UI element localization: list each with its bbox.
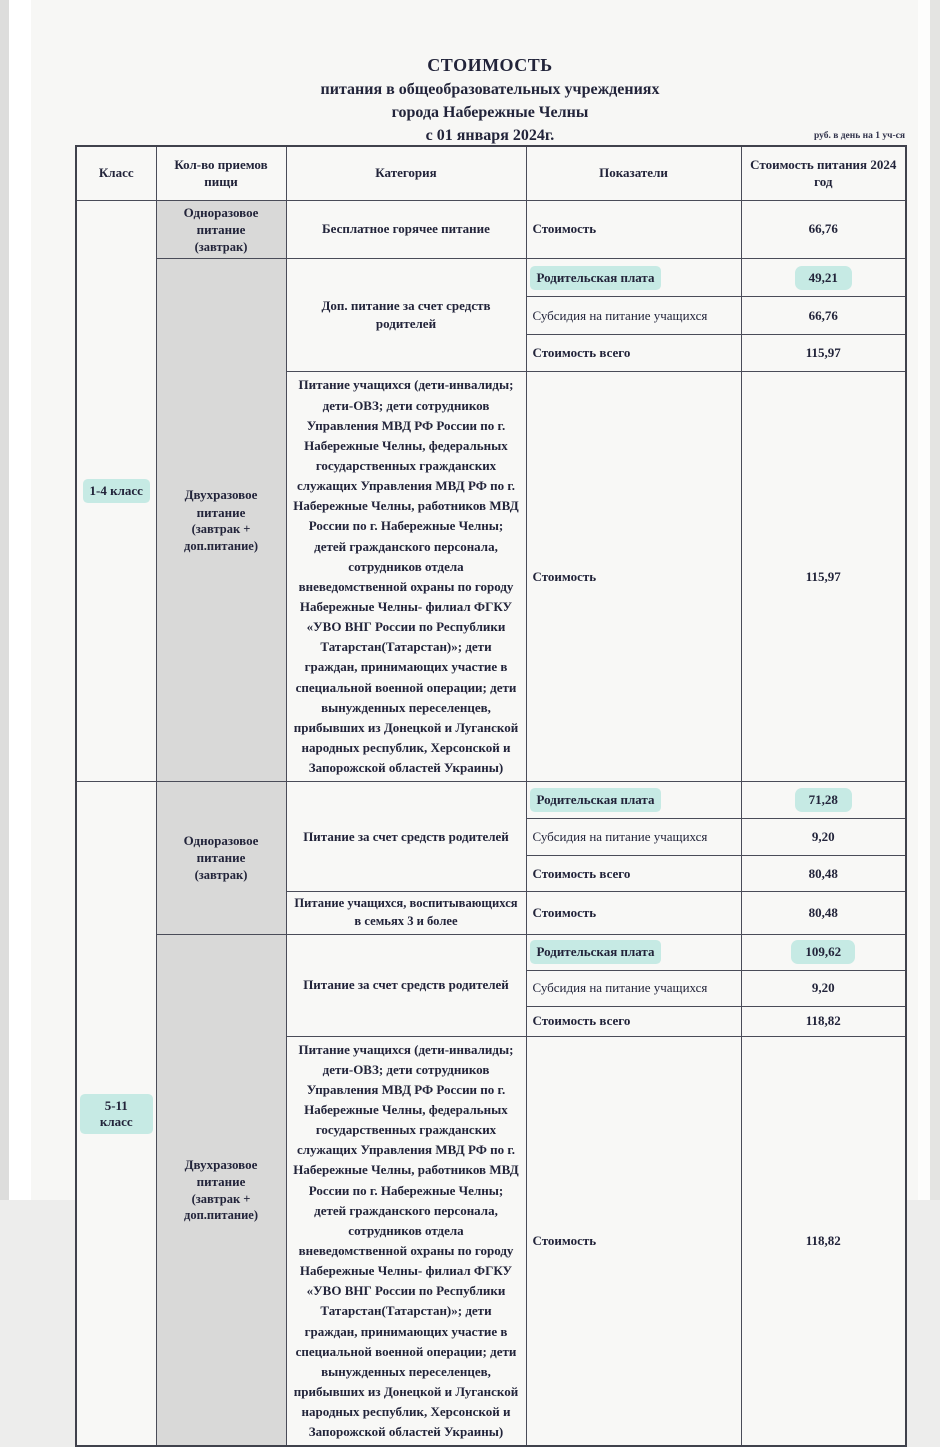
meals-label: Одноразовое питание: [183, 204, 259, 238]
cell-category-free-hot-meal: Бесплатное горячее питание: [286, 200, 526, 259]
meals-sublabel: (завтрак + доп.питание): [184, 1191, 258, 1223]
col-header-meals: Кол-во приемов пищи: [156, 146, 286, 200]
table-row: [76, 200, 906, 259]
cell-value: 9,20: [741, 819, 906, 856]
cell-category-extra-parents: Доп. питание за счет средств родителей: [286, 259, 526, 372]
parent-fee-highlight: Родительская плата: [533, 943, 659, 961]
cell-indicator: Стоимость: [526, 372, 741, 782]
value-highlight: 49,21: [799, 270, 848, 286]
meals-sublabel: (завтрак): [194, 868, 248, 883]
table-row: [76, 782, 906, 819]
title-line-1: СТОИМОСТЬ: [427, 55, 553, 75]
scan-edge-right-white: [918, 0, 930, 1200]
title-line-3: города Набережные Челны: [391, 104, 589, 122]
title-line-2: питания в общеобразовательных учреждениях: [320, 81, 660, 99]
col-header-category: Категория: [286, 146, 526, 200]
cell-indicator: Стоимость: [526, 200, 741, 259]
cell-indicator: Стоимость: [526, 892, 741, 934]
col-header-indicators: Показатели: [526, 146, 741, 200]
col-header-class: Класс: [76, 146, 156, 200]
meals-sublabel: (завтрак + доп.питание): [184, 522, 258, 553]
cell-category-large-families: Питание учащихся, воспитывающихся в семьях 3 и более: [286, 892, 526, 934]
value-highlight: 109,62: [795, 944, 851, 960]
cell-category-parents-funds: Питание за счет средств родителей: [286, 782, 526, 892]
cell-indicator-parent-fee: [526, 259, 741, 297]
cell-value: 66,76: [741, 297, 906, 335]
cell-value: 115,97: [741, 372, 906, 782]
cell-indicator-subsidy: Субсидия на питание учащихся: [526, 297, 741, 335]
col-header-cost-2024: Стоимость питания 2024 год: [741, 146, 906, 200]
cell-indicator-total: Стоимость всего: [526, 335, 741, 372]
class-1-4-highlight: 1-4 класс: [86, 482, 147, 500]
title-line-4: с 01 января 2024г.: [425, 127, 555, 145]
meals-label: Одноразовое питание: [183, 832, 259, 866]
cell-value: 66,76: [741, 200, 906, 259]
cell-indicator-total: Стоимость всего: [526, 1006, 741, 1036]
cell-value: 118,82: [741, 1006, 906, 1036]
cell-indicator-total: Стоимость всего: [526, 856, 741, 892]
meals-label: Двухразовое питание: [184, 486, 258, 520]
cell-indicator-subsidy: Субсидия на питание учащихся: [526, 819, 741, 856]
cell-indicator: Стоимость: [526, 1036, 741, 1446]
parent-fee-highlight: Родительская плата: [533, 791, 659, 809]
cell-value: [741, 782, 906, 819]
cell-meals-twice-5-11: [156, 934, 286, 1446]
cell-value: 80,48: [741, 856, 906, 892]
table-row: [76, 259, 906, 297]
cell-meals-once-5-11: [156, 782, 286, 934]
table-row: [76, 934, 906, 970]
cell-meals-once-1-4: [156, 200, 286, 259]
unit-note: руб. в день на 1 уч-ся: [813, 131, 905, 141]
parent-fee-highlight: Родительская плата: [533, 269, 659, 287]
class-5-11-highlight: 5-11 класс: [83, 1097, 150, 1131]
cost-table: [75, 145, 907, 1447]
scan-edge-left: [0, 0, 9, 1200]
cell-class-5-11: [76, 782, 156, 1447]
cell-category-privileged-students: Питание учащихся (дети-инвалиды; дети-ОВЗ; дети сотрудников Управления МВД РФ России по г. Набережные Челны, федеральных государственных гражданских служащих Управления МВД РФ по г. Набережные Челны, работников МВД России по г. Набережные Челны; детей гражданского персонала, сотрудников отдела вневедомственной охраны по городу Набережные Челны- филиал ФГКУ «УВО ВНГ России по Республики Татарстан(Татарстан)»; дети граждан, принимающих участие в специальной военной операции; дети вынужденных переселенцев, прибывших из Донецкой и Луганской народных республик, Херсонской и Запорожской областей Украины): [286, 372, 526, 782]
cell-value: 115,97: [741, 335, 906, 372]
cell-value: [741, 259, 906, 297]
cell-value: 80,48: [741, 892, 906, 934]
scan-edge-left-white: [9, 0, 31, 1200]
cell-category-parents-funds: Питание за счет средств родителей: [286, 934, 526, 1036]
scan-edge-right: [930, 0, 940, 1200]
cell-class-1-4: [76, 200, 156, 782]
cell-value: 9,20: [741, 970, 906, 1006]
meals-sublabel: (завтрак): [194, 239, 248, 254]
cell-indicator-parent-fee: [526, 782, 741, 819]
cell-value: [741, 934, 906, 970]
header-row: [76, 146, 906, 200]
value-highlight: 71,28: [799, 792, 848, 808]
cell-indicator-parent-fee: [526, 934, 741, 970]
meals-label: Двухразовое питание: [184, 1156, 258, 1190]
cell-category-privileged-students: Питание учащихся (дети-инвалиды; дети-ОВЗ; дети сотрудников Управления МВД РФ России по г. Набережные Челны, федеральных государственных гражданских служащих Управления МВД РФ по г. Набережные Челны, работников МВД России по г. Набережные Челны; детей гражданского персонала, сотрудников отдела вневедомственной охраны по городу Набережные Челны- филиал ФГКУ «УВО ВНГ России по Республики Татарстан(Татарстан)»; дети граждан, принимающих участие в специальной военной операции; дети вынужденных переселенцев, прибывших из Донецкой и Луганской народных республик, Херсонской и Запорожской областей Украины): [286, 1036, 526, 1446]
cell-indicator-subsidy: Субсидия на питание учащихся: [526, 970, 741, 1006]
cell-meals-twice-1-4: [156, 259, 286, 782]
cell-value: 118,82: [741, 1036, 906, 1446]
